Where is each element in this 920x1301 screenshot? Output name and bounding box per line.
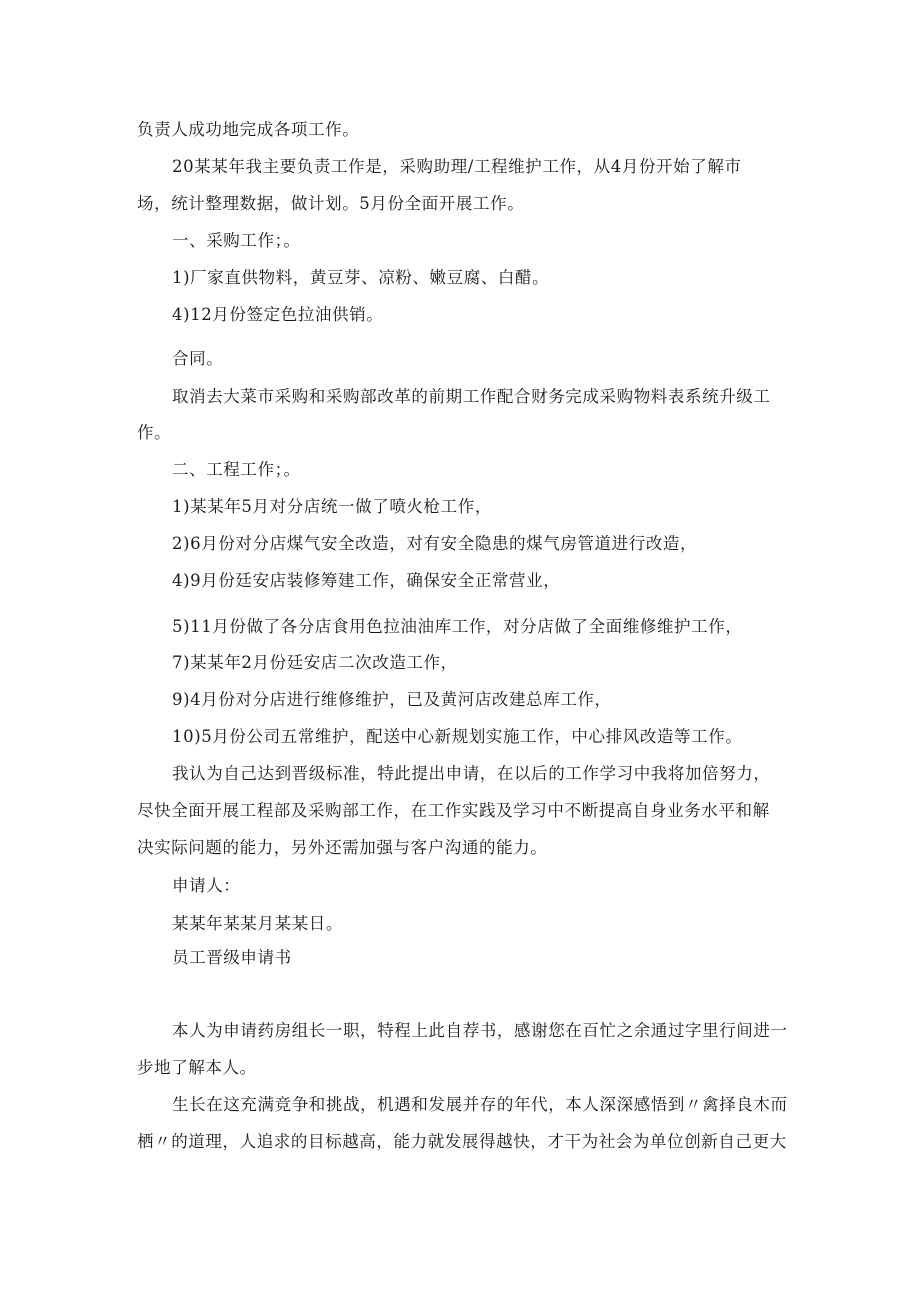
paragraph-line: 尽快全面开展工程部及采购部工作，在工作实践及学习中不断提高自身业务水平和解 bbox=[137, 801, 770, 820]
list-item: 1)厂家直供物料，黄豆芽、凉粉、嫩豆腐、白醋。 bbox=[172, 268, 550, 287]
paragraph-line: 栖〃的道理，人追求的目标越高，能力就发展得越快，才干为社会为单位创新自己更大 bbox=[137, 1132, 787, 1151]
paragraph-line: 生长在这充满竞争和挑战，机遇和发展并存的年代，本人深深感悟到〃禽择良木而 bbox=[172, 1095, 788, 1114]
date-line: 某某年某某月某某日。 bbox=[172, 914, 343, 933]
section-heading-engineering: 二、工程工作；。 bbox=[172, 460, 301, 479]
list-item: 7)某某年2月份廷安店二次改造工作， bbox=[172, 653, 458, 672]
list-item: 2)6月份对分店煤气安全改造，对有安全隐患的煤气房管道进行改造， bbox=[172, 534, 698, 553]
applicant-label: 申请人： bbox=[172, 876, 241, 895]
paragraph-line: 20某某年我主要负责工作是，采购助理/工程维护工作，从4月份开始了解市 bbox=[172, 157, 742, 176]
paragraph-line: 本人为申请药房组长一职，特程上此自荐书，感谢您在百忙之余通过字里行间进一 bbox=[172, 1021, 788, 1040]
list-item: 10)5月份公司五常维护，配送中心新规划实施工作，中心排风改造等工作。 bbox=[172, 727, 743, 746]
paragraph-line: 场，统计整理数据，做计划。5月份全面开展工作。 bbox=[137, 194, 525, 213]
list-item: 4)9月份廷安店装修筹建工作，确保安全正常营业， bbox=[172, 571, 561, 590]
document-title: 员工晋级申请书 bbox=[172, 948, 292, 967]
paragraph-line: 负责人成功地完成各项工作。 bbox=[137, 120, 360, 139]
list-item: 9)4月份对分店进行维修维护，已及黄河店改建总库工作， bbox=[172, 690, 612, 709]
list-item: 1)某某年5月对分店统一做了喷火枪工作， bbox=[172, 497, 492, 516]
list-item: 5)11月份做了各分店食用色拉油油库工作，对分店做了全面维修维护工作， bbox=[172, 617, 743, 636]
paragraph-line: 取消去大菜市采购和采购部改革的前期工作配合财务完成采购物料表系统升级工 bbox=[172, 387, 771, 406]
paragraph-line: 合同。 bbox=[172, 349, 224, 368]
paragraph-line: 作。 bbox=[137, 423, 172, 442]
paragraph-line: 决实际问题的能力，另外还需加强与客户沟通的能力。 bbox=[137, 838, 548, 857]
paragraph-line: 我认为自己达到晋级标准，特此提出申请，在以后的工作学习中我将加倍努力， bbox=[172, 764, 771, 783]
section-heading-purchasing: 一、采购工作；。 bbox=[172, 231, 301, 250]
list-item: 4)12月份签定色拉油供销。 bbox=[172, 305, 384, 324]
paragraph-line: 步地了解本人。 bbox=[137, 1058, 257, 1077]
